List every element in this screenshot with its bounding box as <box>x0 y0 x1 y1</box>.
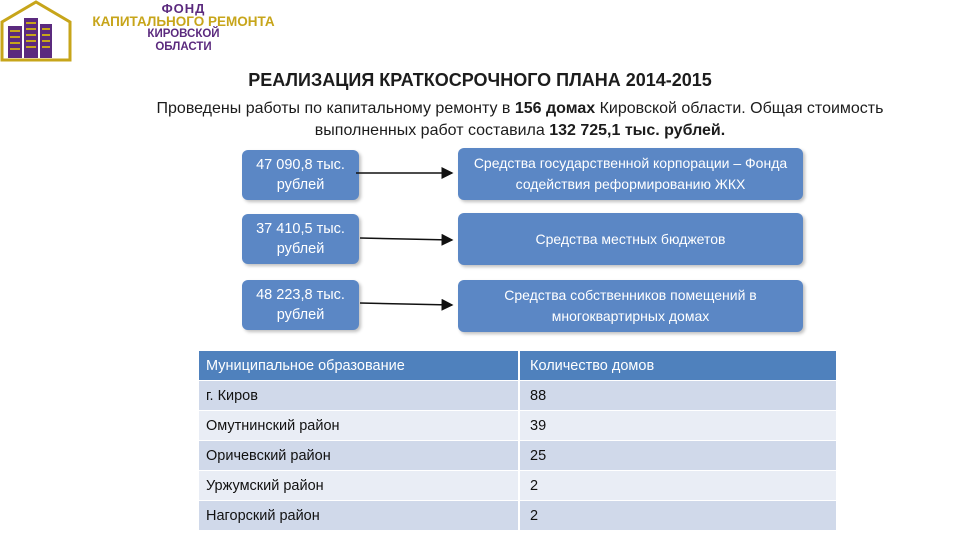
municipality-cell: г. Киров <box>199 381 519 411</box>
logo-line-4: ОБЛАСТИ <box>155 41 212 53</box>
funding-amount-3: 48 223,8 тыс. рублей <box>242 280 359 330</box>
funding-source-2: Средства местных бюджетов <box>458 213 803 265</box>
arrow-2 <box>360 238 452 240</box>
intro-text-2: Кировской области. Общая стоимость выполненных работ составила <box>314 100 884 139</box>
table-row <box>199 501 837 531</box>
header-municipality: Муниципальное образование <box>199 351 519 381</box>
house-count-cell: 88 <box>519 381 837 411</box>
funding-amount-2: 37 410,5 тыс. рублей <box>242 214 359 264</box>
logo-line-1: ФОНД <box>161 1 206 16</box>
intro-houses: 156 домах <box>514 100 596 117</box>
funding-amount-1: 47 090,8 тыс. рублей <box>242 150 359 200</box>
intro-text-1: Проведены работы по капитальному ремонту в <box>156 100 515 117</box>
table-row <box>199 441 837 471</box>
funding-source-1: Средства государственной корпорации – Фонда содействия реформированию ЖКХ <box>458 148 803 200</box>
municipality-cell: Уржумский район <box>199 471 519 501</box>
table-header-row <box>199 351 837 381</box>
funding-source-3: Средства собственников помещений в многоквартирных домах <box>458 280 803 332</box>
logo-line-3: КИРОВСКОЙ <box>147 28 220 40</box>
house-count-cell: 2 <box>519 471 837 501</box>
logo-line-2: КАПИТАЛЬНОГО РЕМОНТА <box>92 14 275 29</box>
house-count-cell: 2 <box>519 501 837 531</box>
header-house-count: Количество домов <box>519 351 837 381</box>
page-title: РЕАЛИЗАЦИЯ КРАТКОСРОЧНОГО ПЛАНА 2014-2015 <box>248 70 712 90</box>
arrow-3 <box>360 303 452 305</box>
table-row <box>199 471 837 501</box>
municipality-cell: Омутнинский район <box>199 411 519 441</box>
municipality-cell: Оричевский район <box>199 441 519 471</box>
intro-total: 132 725,1 тыс. рублей. <box>549 122 726 139</box>
table-row <box>199 381 837 411</box>
houses-table <box>199 351 838 530</box>
house-count-cell: 25 <box>519 441 837 471</box>
municipality-cell: Нагорский район <box>199 501 519 531</box>
table-row <box>199 411 837 441</box>
house-count-cell: 39 <box>519 411 837 441</box>
